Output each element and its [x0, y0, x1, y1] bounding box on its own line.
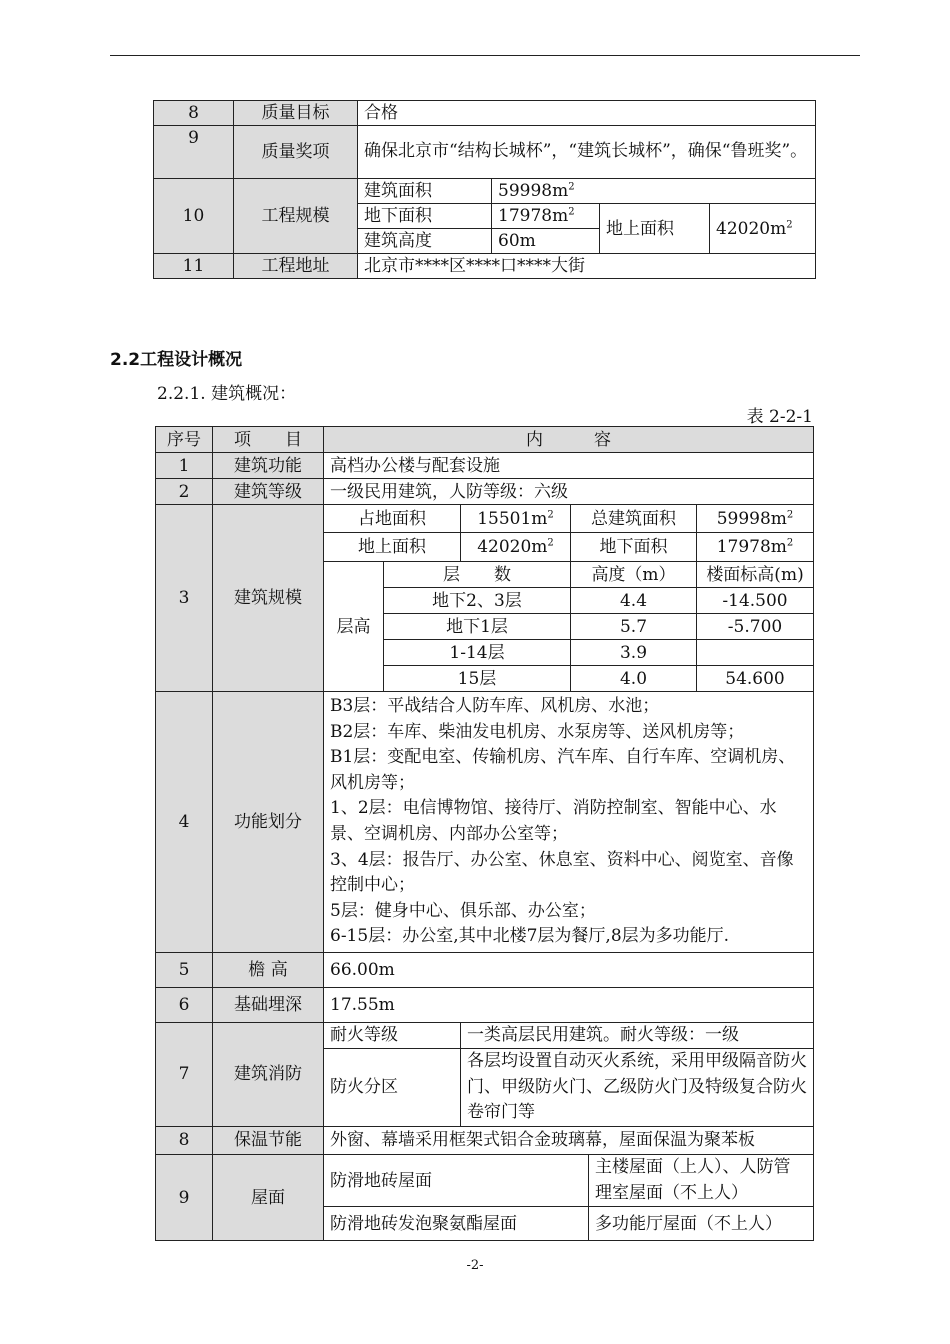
row-value: 北京市****区****口****大街: [358, 254, 816, 279]
roof-type: 防滑地砖发泡聚氨酯屋面: [324, 1207, 589, 1241]
function-line: B1层：变配电室、传输机房、汽车库、自行车库、空调机房、风机房等；: [330, 747, 796, 793]
function-line: 1、2层：电信博物馆、接待厅、消防控制室、智能中心、水景、空调机房、内部办公室等；: [330, 798, 777, 844]
height-value: 60m: [492, 229, 600, 254]
header-content: 内 容: [324, 427, 814, 453]
table-header-row: [156, 427, 814, 453]
above-area-value: $42020m^2$: [710, 204, 816, 254]
floors-header: 层 数: [384, 562, 571, 588]
row-number: 5: [156, 952, 213, 987]
fire-zone-value: 各层均设置自动灭火系统，采用甲级隔音防火门、甲级防火门、乙级防火门及特级复合防火卷帘门等: [461, 1048, 814, 1126]
floor-height: 5.7: [571, 614, 697, 640]
table-row: [156, 453, 814, 479]
floor-name: 地下1层: [384, 614, 571, 640]
table-number: 表 2-2-1: [746, 407, 813, 427]
row-value: 17.55m: [324, 987, 814, 1022]
row-number: 9: [156, 1154, 213, 1240]
floor-elevation: -14.500: [697, 588, 814, 614]
row-number: 4: [156, 692, 213, 953]
row-number: 8: [154, 101, 234, 126]
row-label: 工程地址: [234, 254, 358, 279]
total-area-label: 总建筑面积: [571, 505, 697, 533]
table-row: [156, 479, 814, 505]
above-area-label: 地上面积: [324, 533, 461, 562]
row-value: 合格: [358, 101, 816, 126]
header-item: 项 目: [213, 427, 324, 453]
building-area-label: 建筑面积: [358, 179, 492, 204]
under-area-value: $17978m^2$: [697, 533, 814, 562]
function-line: B3层：平战结合人防车库、风机房、水池；: [330, 696, 660, 716]
table-row: [156, 1126, 814, 1154]
row-label: 质量目标: [234, 101, 358, 126]
total-area-value: $59998m^2$: [697, 505, 814, 533]
table-row: [154, 179, 816, 204]
row-label: 质量奖项: [234, 126, 358, 179]
table-row: [154, 101, 816, 126]
row-number: 1: [156, 453, 213, 479]
building-area-value: $59998m^2$: [492, 179, 816, 204]
floor-elevation: 54.600: [697, 666, 814, 692]
page-number: -2-: [466, 1258, 484, 1273]
roof-area: 主楼屋面（上人）、人防管理室屋面（不上人）: [589, 1154, 814, 1206]
elevation-header: 楼面标高(m): [697, 562, 814, 588]
table-row: [156, 987, 814, 1022]
row-value: 66.00m: [324, 952, 814, 987]
fire-rating-label: 耐火等级: [324, 1022, 461, 1048]
subsection-heading: 2.2.1. 建筑概况：: [157, 384, 297, 404]
row-value: 高档办公楼与配套设施: [324, 453, 814, 479]
underground-area-value: $17978m^2$: [492, 204, 600, 229]
under-area-label: 地下面积: [571, 533, 697, 562]
above-area-value: $42020m^2$: [461, 533, 571, 562]
floor-name: 15层: [384, 666, 571, 692]
row-label: 建筑等级: [213, 479, 324, 505]
site-area-value: $15501m^2$: [461, 505, 571, 533]
roof-area: 多功能厅屋面（不上人）: [589, 1207, 814, 1241]
row-value: 外窗、幕墙采用框架式铝合金玻璃幕，屋面保温为聚苯板: [324, 1126, 814, 1154]
row-number: 9: [154, 126, 234, 179]
table-row: [156, 692, 814, 953]
section-heading: 2.2工程设计概况: [110, 350, 243, 370]
row-value: 确保北京市“结构长城杯”，“建筑长城杯”，确保“鲁班奖”。: [358, 126, 816, 179]
above-area-label: 地上面积: [600, 204, 710, 254]
height-header: 高度（m）: [571, 562, 697, 588]
table-row: [156, 505, 814, 533]
function-line: 3、4层：报告厅、办公室、休息室、资料中心、阅览室、音像控制中心；: [330, 849, 794, 896]
row-label: 建筑规模: [213, 505, 324, 692]
function-line: 6-15层：办公室,其中北楼7层为餐厅,8层为多功能厅.: [330, 926, 730, 947]
table-row: [156, 1022, 814, 1048]
header-rule: [110, 55, 860, 56]
row-label: 功能划分: [213, 692, 324, 953]
building-overview-table: [155, 426, 814, 1241]
row-label: 保温节能: [213, 1126, 324, 1154]
site-area-label: 占地面积: [324, 505, 461, 533]
floor-name: 地下2、3层: [384, 588, 571, 614]
row-number: 8: [156, 1126, 213, 1154]
header-number: 序号: [156, 427, 213, 453]
row-number: 10: [154, 179, 234, 254]
row-number: 3: [156, 505, 213, 692]
function-line: B2层：车库、柴油发电机房、水泵房等、送风机房等；: [330, 721, 745, 742]
roof-type: 防滑地砖屋面: [324, 1154, 589, 1206]
row-number: 2: [156, 479, 213, 505]
row-label: 屋面: [213, 1154, 324, 1240]
floor-height: 4.0: [571, 666, 697, 692]
row-label: 工程规模: [234, 179, 358, 254]
floor-elevation: -5.700: [697, 614, 814, 640]
project-overview-table: [153, 100, 816, 279]
table-row: [154, 126, 816, 179]
table-row: [156, 1154, 814, 1206]
floor-elevation: [697, 640, 814, 666]
underground-area-label: 地下面积: [358, 204, 492, 229]
row-number: 6: [156, 987, 213, 1022]
floor-height-label: 层高: [324, 562, 384, 692]
height-label: 建筑高度: [358, 229, 492, 254]
fire-rating-value: 一类高层民用建筑。耐火等级：一级: [461, 1022, 814, 1048]
row-number: 7: [156, 1022, 213, 1126]
fire-zone-label: 防火分区: [324, 1048, 461, 1126]
row-label: 基础埋深: [213, 987, 324, 1022]
row-label: 建筑功能: [213, 453, 324, 479]
function-list: [324, 692, 814, 953]
row-number: 11: [154, 254, 234, 279]
row-label: 建筑消防: [213, 1022, 324, 1126]
row-value: 一级民用建筑，人防等级：六级: [324, 479, 814, 505]
floor-name: 1-14层: [384, 640, 571, 666]
floor-height: 4.4: [571, 588, 697, 614]
floor-height: 3.9: [571, 640, 697, 666]
table-row: [156, 952, 814, 987]
table-row: [154, 254, 816, 279]
row-label: 檐 高: [213, 952, 324, 987]
function-line: 5层：健身中心、俱乐部、办公室；: [330, 900, 596, 921]
